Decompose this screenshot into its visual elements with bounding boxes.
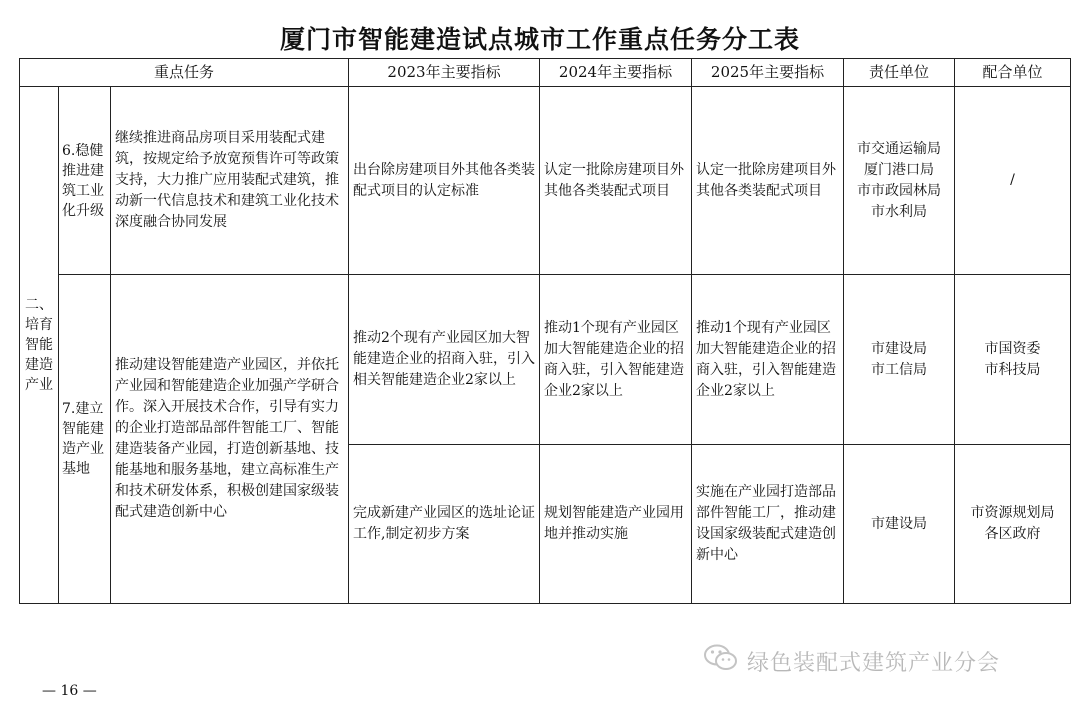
table-row (20, 87, 1071, 275)
responsible-cell: 市交通运输局 厦门港口局 市市政园林局 市水利局 (844, 87, 955, 275)
task-content-cell: 继续推进商品房项目采用装配式建筑，按规定给予放宽预售许可等政策支持，大力推广应用装配式建筑，推动新一代信息技术和建筑工业化技术深度融合协同发展 (111, 87, 349, 275)
page-title: 厦门市智能建造试点城市工作重点任务分工表 (279, 25, 800, 54)
task-table (19, 58, 1071, 604)
watermark (703, 643, 1000, 679)
page-number: — 16 — (42, 683, 97, 699)
indicator-2025-cell: 认定一批除房建项目外其他各类装配式项目 (692, 87, 844, 275)
header-responsible: 责任单位 (844, 59, 955, 87)
table-header-row (20, 59, 1071, 87)
indicator-2023-cell: 推动2个现有产业园区加大智能建造企业的招商入驻，引入相关智能建造企业2家以上 (349, 275, 540, 445)
indicator-2024-cell: 规划智能建造产业园用地并推动实施 (540, 445, 692, 604)
category-cell: 二、培育智能建造产业 (20, 87, 59, 604)
indicator-2025-cell: 实施在产业园打造部品部件智能工厂，推动建设国家级装配式建造创新中心 (692, 445, 844, 604)
cooperating-cell: 市国资委 市科技局 (955, 275, 1071, 445)
header-2025: 2025年主要指标 (692, 59, 844, 87)
indicator-2025-cell: 推动1个现有产业园区加大智能建造企业的招商入驻，引入智能建造企业2家以上 (692, 275, 844, 445)
header-2024: 2024年主要指标 (540, 59, 692, 87)
header-2023: 2023年主要指标 (349, 59, 540, 87)
cooperating-cell: 市资源规划局 各区政府 (955, 445, 1071, 604)
task-name-cell: 7.建立智能建造产业基地 (59, 275, 111, 604)
indicator-2024-cell: 推动1个现有产业园区加大智能建造企业的招商入驻，引入智能建造企业2家以上 (540, 275, 692, 445)
responsible-cell: 市建设局 (844, 445, 955, 604)
table-row (20, 275, 1071, 445)
header-task: 重点任务 (20, 59, 349, 87)
header-cooperating: 配合单位 (955, 59, 1071, 87)
cooperating-cell: / (955, 87, 1071, 275)
task-name-cell: 6.稳健推进建筑工业化升级 (59, 87, 111, 275)
indicator-2024-cell: 认定一批除房建项目外其他各类装配式项目 (540, 87, 692, 275)
task-content-cell: 推动建设智能建造产业园区，并依托产业园和智能建造企业加强产学研合作。深入开展技术合作，引导有实力的企业打造部品部件智能工厂、智能建造装备产业园，打造创新基地、技能基地和服务基地，建立高标准生产和技术研发体系，积极创建国家级装配式建造创新中心 (111, 275, 349, 604)
wechat-icon (703, 643, 739, 679)
indicator-2023-cell: 出台除房建项目外其他各类装配式项目的认定标准 (349, 87, 540, 275)
watermark-text: 绿色装配式建筑产业分会 (747, 650, 1001, 676)
responsible-cell: 市建设局 市工信局 (844, 275, 955, 445)
indicator-2023-cell: 完成新建产业园区的选址论证工作,制定初步方案 (349, 445, 540, 604)
